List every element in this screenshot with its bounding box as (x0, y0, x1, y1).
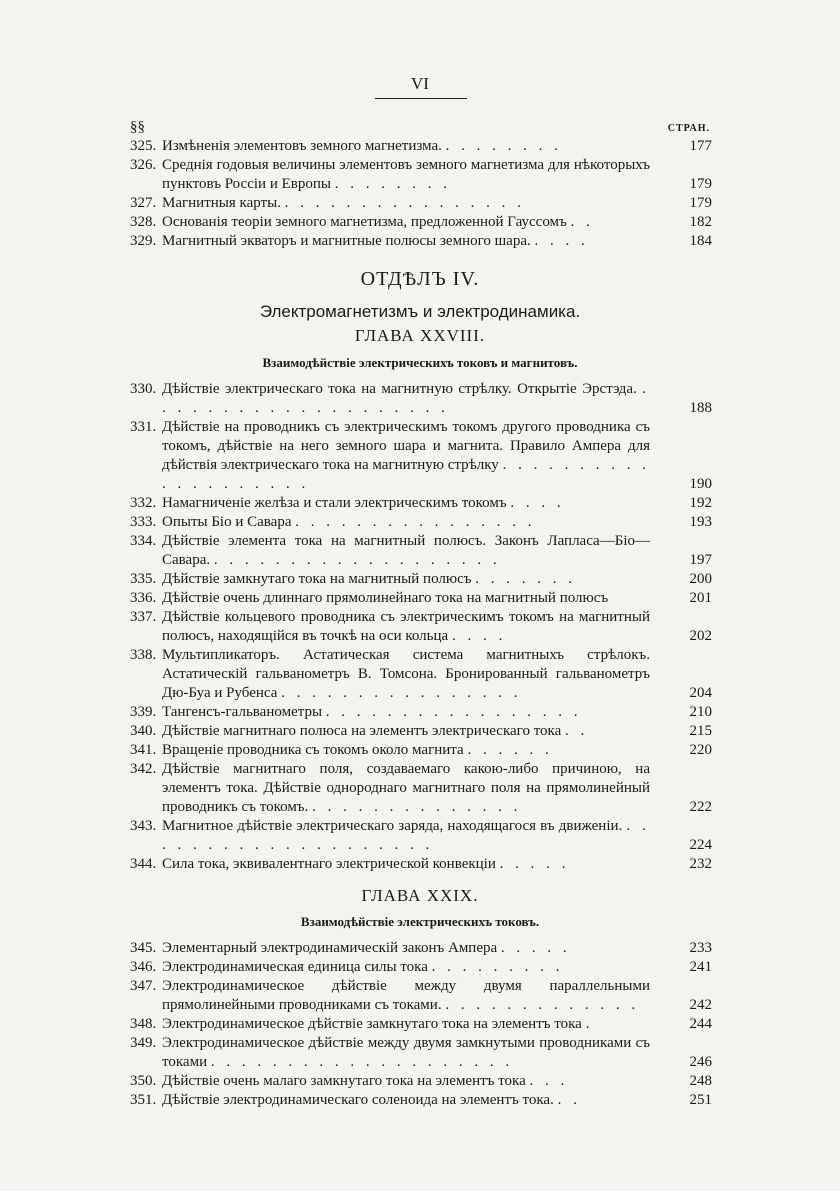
entry-title: Мультипликаторъ. Астатическая система магнитныхъ стрѣлокъ. Астатическій гальванометръ В. Томсона. Бронированный гальванометръ Дю-Буа и Рубенса (162, 647, 650, 701)
entry-page: 197 (689, 552, 712, 568)
entry-title: Основанія теоріи земного магнетизма, предложенной Гауссомъ (162, 214, 567, 230)
entry-title: Намагниченіе желѣза и стали электрическимъ токомъ (162, 495, 507, 511)
entry-number: 343. (130, 818, 157, 834)
entry-number: 330. (130, 381, 157, 397)
entry-title: Электродинамическая единица силы тока (162, 959, 428, 975)
entry-number: 337. (130, 609, 157, 625)
entry-page: 233 (689, 940, 712, 956)
entry-page: 204 (689, 685, 712, 701)
dot-leader: . . . . . . . . . . . . . . . . (284, 195, 525, 211)
dot-leader: . . . . . . . . . (431, 959, 564, 975)
entry-title: Магнитныя карты. (162, 195, 281, 211)
entry-page: 241 (689, 959, 712, 975)
entry-number: 327. (130, 195, 157, 211)
entry-page: 190 (689, 476, 712, 492)
toc-entry (130, 939, 712, 958)
dot-leader: . . . . . . (467, 742, 553, 758)
entry-page: 242 (689, 997, 712, 1013)
entry-page: 179 (689, 176, 712, 192)
dot-leader: . . . . . . . . . . . . . (445, 997, 640, 1013)
toc-entry (130, 570, 712, 589)
dot-leader: . . . . . . . . . . . . . . . . (281, 685, 522, 701)
entry-page: 246 (689, 1054, 712, 1070)
chapter-subtitle: Взаимодѣйствіе электрическихъ токовъ. (300, 914, 540, 929)
toc-entry (130, 1072, 712, 1091)
entry-number: 325. (130, 138, 157, 154)
toc-entry (130, 646, 712, 703)
entry-page: 179 (689, 195, 712, 211)
toc-entry (130, 137, 712, 156)
toc-entry (130, 589, 712, 608)
entry-title: Дѣйствіе очень малаго замкнутаго тока на элементъ тока (162, 1073, 526, 1089)
entry-number: 331. (130, 419, 157, 435)
entry-page: 248 (689, 1073, 712, 1089)
entry-number: 339. (130, 704, 157, 720)
entry-page: 192 (689, 495, 712, 511)
entry-number: 349. (130, 1035, 157, 1051)
toc-entry (130, 156, 712, 194)
chapter-title: ГЛАВА XXIX. (361, 886, 479, 905)
entry-number: 341. (130, 742, 157, 758)
dot-leader: . . (570, 214, 594, 230)
entry-page: 222 (689, 799, 712, 815)
toc-entry (130, 703, 712, 722)
entry-number: 340. (130, 723, 157, 739)
entry-number: 332. (130, 495, 157, 511)
part-subtitle: Электромагнетизмъ и электродинамика. (259, 302, 581, 321)
header-rule (375, 98, 467, 99)
entry-title: Измѣненія элементовъ земного магнетизма. (162, 138, 442, 154)
entry-title: Среднія годовыя величины элементовъ земного магнетизма для нѣкоторыхъ пунктовъ Россіи и Европы (162, 157, 650, 192)
entry-title: Тангенсъ-гальванометры (162, 704, 323, 720)
toc-entry (130, 194, 712, 213)
dot-leader: . . (565, 723, 589, 739)
entry-title: Дѣйствіе элемента тока на магнитный полюсъ. Законъ Лапласа—Біо—Савара. (162, 533, 650, 568)
toc-entry (130, 722, 712, 741)
entry-number: 335. (130, 571, 157, 587)
entry-page: 220 (689, 742, 712, 758)
entry-number: 326. (130, 157, 157, 173)
entry-title: Сила тока, эквивалентнаго электрической конвекціи (162, 856, 496, 872)
entry-number: 342. (130, 761, 157, 777)
toc-entry (130, 418, 712, 494)
chapter-title: ГЛАВА XXVIII. (354, 326, 486, 345)
dot-leader: . . . . . . . . . . . . . . . . . (325, 704, 582, 720)
entry-title: Дѣйствіе кольцевого проводника съ электрическимъ токомъ на магнитный полюсъ, находящійся въ точкѣ на оси кольца (162, 609, 650, 644)
toc-entry (130, 958, 712, 977)
entry-title: Дѣйствіе электродинамическаго соленоида на элементъ тока. (162, 1092, 554, 1108)
entry-page: 201 (689, 590, 712, 606)
dot-leader: . . . . . . . . . . . . . . . . . . . (213, 552, 501, 568)
entry-page: 193 (689, 514, 712, 530)
toc-entry (130, 741, 712, 760)
toc-entry (130, 608, 712, 646)
entry-number: 328. (130, 214, 157, 230)
chapter-subtitle: Взаимодѣйствіе электрическихъ токовъ и магнитовъ. (262, 355, 578, 370)
entry-page: 251 (689, 1092, 712, 1108)
entry-title: Дѣйствіе магнитнаго полюса на элементъ электрическаго тока (162, 723, 562, 739)
toc-entry (130, 977, 712, 1015)
entry-page: 182 (689, 214, 712, 230)
toc-entry (130, 855, 712, 874)
entry-page: 210 (689, 704, 712, 720)
entry-page: 215 (689, 723, 712, 739)
entry-number: 351. (130, 1092, 157, 1108)
section-sign: §§ (130, 119, 145, 135)
entry-number: 345. (130, 940, 157, 956)
dot-leader: . . . . . . . . . . . . . . . . . . . . (162, 457, 651, 492)
entry-title: Электродинамическое дѣйствіе замкнутаго тока на элементъ тока (162, 1016, 582, 1032)
entry-title: Элементарный электродинамическій законъ Ампера (162, 940, 498, 956)
entry-page: 184 (689, 233, 712, 249)
entry-title: Дѣйствіе замкнутаго тока на магнитный полюсъ (162, 571, 472, 587)
dot-leader: . . . . . . . . . . . . . . . . (295, 514, 536, 530)
page-column-label: СТРАН. (667, 123, 710, 134)
entry-title: Опыты Біо и Савара (162, 514, 292, 530)
entry-title: Дѣйствіе на проводникъ съ электрическимъ токомъ другого проводника съ токомъ, дѣйствіе на него земного шара и магнита. Правило Ампера для дѣйствія электрическаго тока на магнитную стрѣлку (162, 419, 650, 473)
dot-leader: . . . . . . . . . . . . . . (312, 799, 522, 815)
entry-page: 224 (689, 837, 712, 853)
dot-leader: . . . . . . . . . . . . . . . . . . . . (162, 818, 651, 853)
entry-title: Дѣйствіе магнитнаго поля, создаваемаго какою-либо причиною, на элементъ тока. Дѣйствіе однороднаго магнитнаго поля на прямолинейный проводникъ съ токомъ. (162, 761, 650, 815)
toc-entry (130, 513, 712, 532)
running-head: VI (411, 74, 429, 93)
toc-entry (130, 1091, 712, 1110)
toc-entry (130, 380, 712, 418)
entry-number: 329. (130, 233, 157, 249)
dot-leader: . . . . (451, 628, 507, 644)
dot-leader: . . . . . . . (475, 571, 576, 587)
part-title: ОТДѢЛЪ IV. (360, 268, 480, 290)
toc-entry (130, 1034, 712, 1072)
dot-leader: . . . . (510, 495, 565, 511)
entry-number: 333. (130, 514, 157, 530)
dot-leader: . . . . (534, 233, 589, 249)
entry-number: 347. (130, 978, 157, 994)
entry-title: Магнитное дѣйствіе электрическаго заряда, находящагося въ движеніи. (162, 818, 623, 834)
entry-number: 350. (130, 1073, 157, 1089)
entry-number: 336. (130, 590, 157, 606)
entry-number: 344. (130, 856, 157, 872)
toc-entry (130, 1015, 712, 1034)
entry-number: 346. (130, 959, 157, 975)
toc-entry (130, 532, 712, 570)
entry-title: Магнитный экваторъ и магнитные полюсы земного шара. (162, 233, 531, 249)
dot-leader: . . . . . (500, 940, 571, 956)
entry-title: Электродинамическое дѣйствіе между двумя параллельными прямолинейными проводниками съ токами. (162, 978, 650, 1013)
toc-column-header (130, 119, 710, 135)
entry-title: Вращеніе проводника съ токомъ около магнита (162, 742, 464, 758)
toc-entry (130, 817, 712, 855)
entry-page: 232 (689, 856, 712, 872)
dot-leader: . . . . . . . . (445, 138, 562, 154)
entry-page: 200 (689, 571, 712, 587)
dot-leader: . . . . . . . . . . . . . . . . . . . . (210, 1054, 514, 1070)
entry-title: Дѣйствіе очень длиннаго прямолинейнаго тока на магнитный полюсъ (162, 590, 609, 606)
entry-title: Электродинамическое дѣйствіе между двумя замкнутыми проводниками съ токами (162, 1035, 650, 1070)
toc-entry (130, 760, 712, 817)
dot-leader: . . (557, 1092, 581, 1108)
dot-leader: . (585, 1016, 594, 1032)
entry-page: 188 (689, 400, 712, 416)
dot-leader: . . . . . . . . (334, 176, 451, 192)
entry-number: 338. (130, 647, 157, 663)
entry-number: 334. (130, 533, 157, 549)
entry-page: 244 (689, 1016, 712, 1032)
toc-entry (130, 213, 712, 232)
entry-title: Дѣйствіе электрическаго тока на магнитную стрѣлку. Открытіе Эрстэда. (162, 381, 637, 397)
toc-entry (130, 494, 712, 513)
entry-page: 177 (689, 138, 712, 154)
entry-number: 348. (130, 1016, 157, 1032)
dot-leader: . . . . . (499, 856, 570, 872)
dot-leader: . . . . . . . . . . . . . . . . . . . . (162, 381, 650, 416)
entry-page: 202 (689, 628, 712, 644)
toc-entry (130, 232, 712, 251)
dot-leader: . . . (529, 1073, 569, 1089)
